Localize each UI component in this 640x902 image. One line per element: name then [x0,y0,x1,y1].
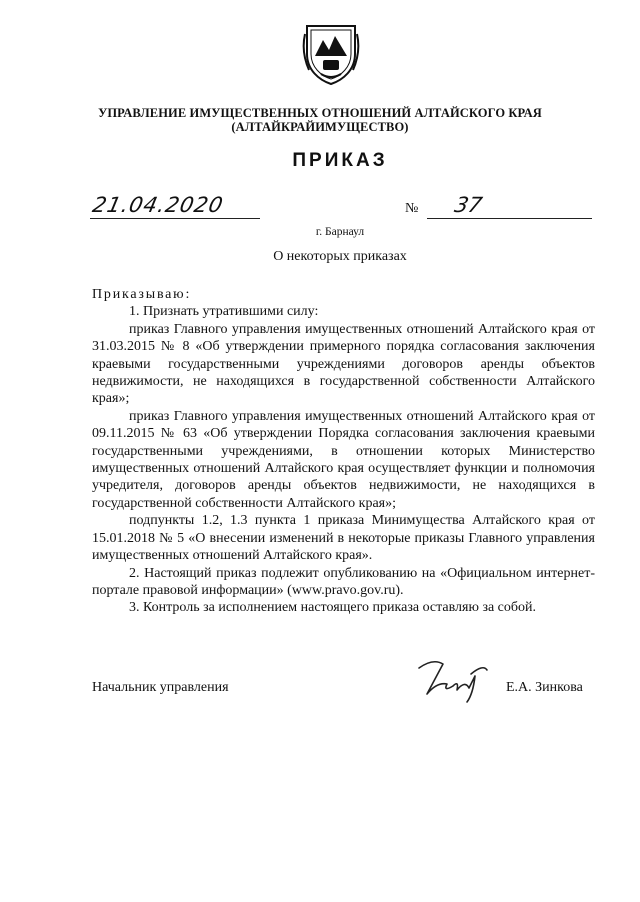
date-underline [90,218,260,219]
paragraph: приказ Главного управления имущественных отношений Алтайского края от 09.11.2015 № 63 «Об утверждении Порядка согласования заключения краевыми государственными учреждениями, в отношении которых Министерство имущественных отношений Алтайского края осуществляет функции и полномочия учредителя, договоров аренды объектов недвижимости, не находящихся в государственной собственности Алтайского края»; [92,408,595,511]
paragraph: подпункты 1.2, 1.3 пункта 1 приказа Минимущества Алтайского края от 15.01.2018 № 5 «О внесении изменений в некоторые приказы Главного управления имущественных отношений Алтайского края». [92,513,595,564]
order-date: 21.04.2020 [90,193,226,217]
signatory-position: Начальник управления [92,680,229,695]
order-body [92,286,595,617]
number-underline [427,218,592,219]
city: г. Барнаул [315,226,365,238]
order-subject: О некоторых приказах [273,249,407,264]
paragraph: 2. Настоящий приказ подлежит опубликованию на «Официальном интернет-портале правовой информации» (www.pravo.gov.ru). [92,565,595,598]
paragraph: 3. Контроль за исполнением настоящего приказа оставляю за собой. [129,600,537,616]
coat-of-arms-icon [301,22,361,86]
document-title: ПРИКАЗ [292,150,388,171]
signatory-name: Е.А. Зинкова [506,680,583,695]
signature-icon [413,654,493,704]
organization-short-name: (АЛТАЙКРАЙИМУЩЕСТВО) [231,120,409,134]
paragraph: 1. Признать утратившими силу: [129,304,319,320]
number-label: № [405,201,419,216]
order-number: 37 [452,193,485,217]
paragraph: приказ Главного управления имущественных отношений Алтайского края от 31.03.2015 № 8 «Об утверждении примерного порядка согласования заключения краевыми государственными учреждениями договоров аренды объектов недвижимости, не находящихся в государственной собственности Алтайского края»; [92,321,595,407]
order-lead: Приказываю: [92,287,192,302]
organization-name: УПРАВЛЕНИЕ ИМУЩЕСТВЕННЫХ ОТНОШЕНИЙ АЛТАЙСКОГО КРАЯ [98,106,542,120]
